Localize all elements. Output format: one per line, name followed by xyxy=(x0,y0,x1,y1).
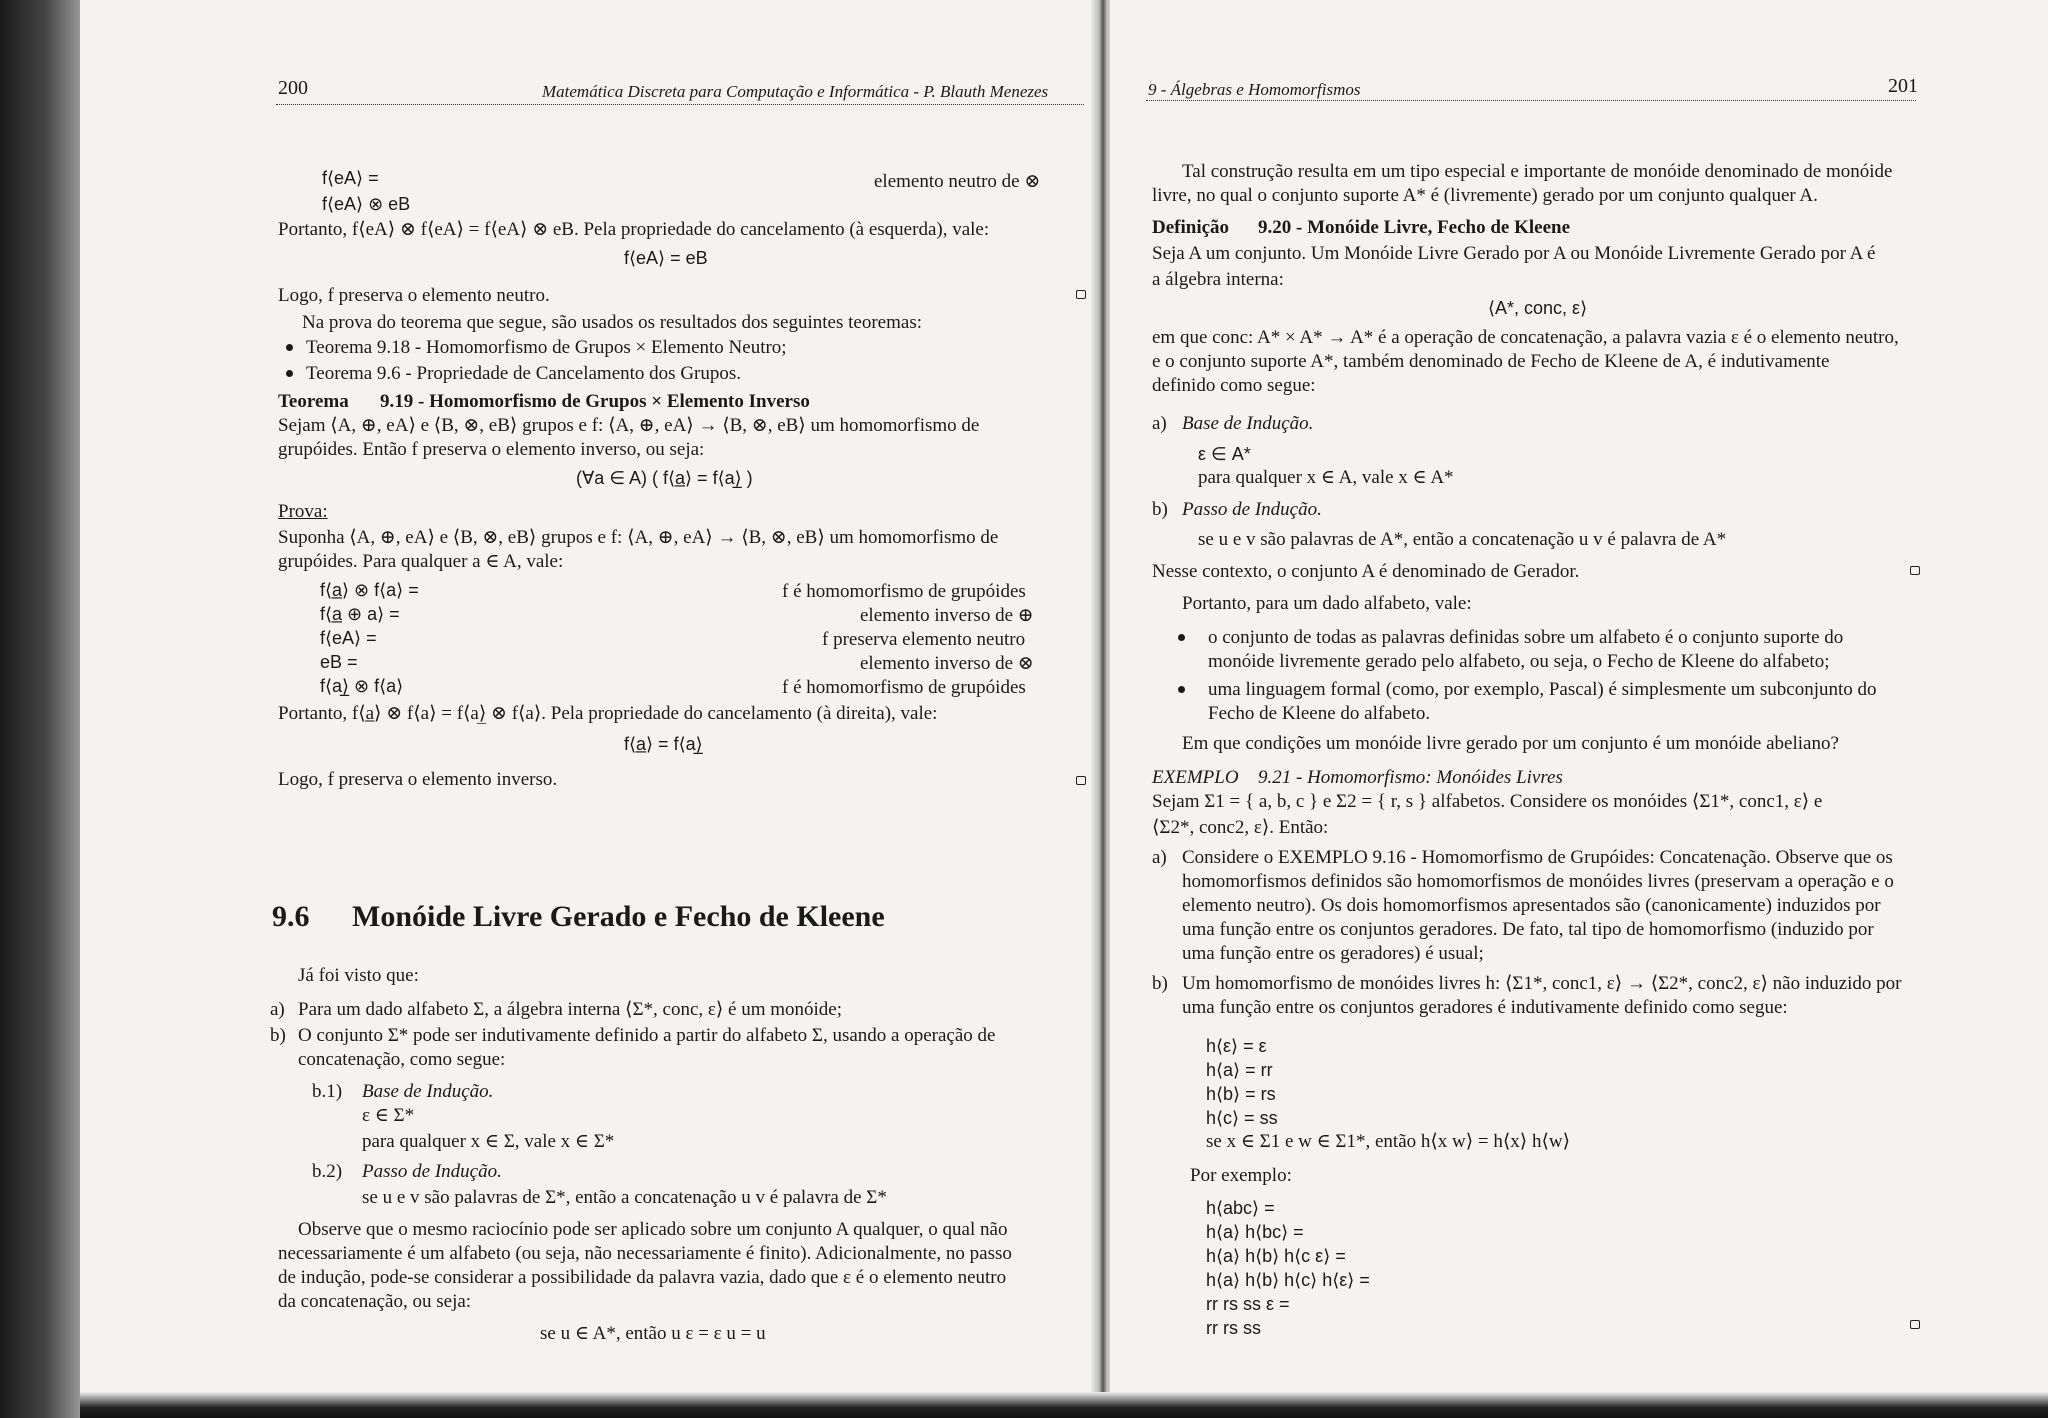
paragraph-line: definido como segue: xyxy=(1152,375,1316,396)
list-marker: b.2) xyxy=(312,1161,343,1182)
end-of-example-icon xyxy=(1910,1320,1920,1329)
list-item: Um homomorfismo de monóides livres h: ⟨Σ1*, conc1, ε⟩ → ⟨Σ2*, conc2, ε⟩ não induzido por xyxy=(1182,973,1902,994)
bullet-icon xyxy=(286,344,293,351)
centered-equation: f⟨eA⟩ = eB xyxy=(624,248,708,268)
right-page xyxy=(1110,0,2048,1418)
justification-text: elemento neutro de ⊗ xyxy=(874,171,1041,192)
example-title: 9.21 - Homomorfismo: Monóides Livres xyxy=(1258,767,1563,788)
equation-line: para qualquer x ∈ Σ, vale x ∈ Σ* xyxy=(362,1131,615,1152)
right-header-rule xyxy=(1146,100,1916,101)
equation-line: se u e v são palavras de Σ*, então a concatenação u v é palavra de Σ* xyxy=(362,1187,887,1208)
left-page-number: 200 xyxy=(278,77,308,99)
centered-equation: ⟨A*, conc, ε⟩ xyxy=(1488,298,1588,318)
list-item: concatenação, como segue: xyxy=(298,1049,506,1070)
paragraph-line: Por exemplo: xyxy=(1190,1165,1292,1186)
page-bottom-edge xyxy=(80,1392,2048,1418)
theorem-label: Teorema xyxy=(278,391,349,412)
paragraph-line: Suponha ⟨A, ⊕, eA⟩ e ⟨B, ⊗, eB⟩ grupos e f: ⟨A, ⊕, eA⟩ → ⟨B, ⊗, eB⟩ um homomorfismo de xyxy=(278,527,999,548)
list-item: homomorfismos definidos são homomorfismos de monóides livres (preservam a operação e o xyxy=(1182,871,1894,892)
list-item: O conjunto Σ* pode ser indutivamente definido a partir do alfabeto Σ, usando a operação de xyxy=(298,1025,996,1046)
list-item: Teorema 9.18 - Homomorfismo de Grupos × Elemento Neutro; xyxy=(306,337,787,358)
list-item: uma função entre os conjuntos geradores é indutivamente definido como segue: xyxy=(1182,997,1788,1018)
list-item: Considere o EXEMPLO 9.16 - Homomorfismo de Grupóides: Concatenação. Observe que os xyxy=(1182,847,1893,868)
list-item: uma função entre os geradores) é usual; xyxy=(1182,943,1484,964)
paragraph-line: Tal construção resulta em um tipo especial e importante de monóide denominado de monóide xyxy=(1182,161,1893,182)
end-of-definition-icon xyxy=(1910,566,1920,575)
paragraph-line: Logo, f preserva o elemento neutro. xyxy=(278,285,550,306)
equation-line: h⟨abc⟩ = xyxy=(1206,1198,1275,1218)
centered-equation: (∀a ∈ A) ( f⟨a̲⟩ = f⟨a⟩̲ ) xyxy=(576,468,753,488)
list-item: uma linguagem formal (como, por exemplo, Pascal) é simplesmente um subconjunto do xyxy=(1208,679,1877,700)
equation-line: h⟨a⟩ h⟨b⟩ h⟨c⟩ h⟨ε⟩ = xyxy=(1206,1270,1370,1290)
equation-line: rr rs ss ε = xyxy=(1206,1294,1290,1314)
equation-line: h⟨ε⟩ = ε xyxy=(1206,1036,1267,1056)
list-item: Para um dado alfabeto Σ, a álgebra interna ⟨Σ*, conc, ε⟩ é um monóide; xyxy=(298,999,843,1020)
definition-label: Definição xyxy=(1152,217,1230,238)
paragraph-line: grupóides. Para qualquer a ∈ A, vale: xyxy=(278,551,564,572)
list-item: elemento neutro). Os dois homomorfismos apresentados são (canonicamente) induzidos por xyxy=(1182,895,1881,916)
centered-equation: se u ∈ A*, então u ε = ε u = u xyxy=(540,1323,766,1344)
paragraph-line: Nesse contexto, o conjunto A é denominado de Gerador. xyxy=(1152,561,1580,582)
right-page-number: 201 xyxy=(1888,75,1918,97)
equation-line: ε ∈ Σ* xyxy=(362,1105,415,1126)
left-page xyxy=(80,0,1095,1418)
justification-text: elemento inverso de ⊗ xyxy=(860,653,1034,674)
list-marker: b.1) xyxy=(312,1081,343,1102)
paragraph-line: ⟨Σ2*, conc2, ε⟩. Então: xyxy=(1152,817,1329,838)
justification-text: f preserva elemento neutro xyxy=(822,629,1026,650)
end-of-proof-icon xyxy=(1076,290,1086,299)
left-running-title: Matemática Discreta para Computação e Informática - P. Blauth Menezes xyxy=(542,82,1049,101)
subheading: Passo de Indução. xyxy=(1182,499,1322,520)
list-marker: a) xyxy=(1152,847,1167,868)
equation-line: h⟨a⟩ h⟨bc⟩ = xyxy=(1206,1222,1304,1242)
equation-line: h⟨a⟩ = rr xyxy=(1206,1060,1273,1080)
list-marker: b) xyxy=(1152,499,1168,520)
paragraph-line: Já foi visto que: xyxy=(298,965,419,986)
subheading: Passo de Indução. xyxy=(362,1161,502,1182)
list-marker: b) xyxy=(1152,973,1168,994)
subheading: Base de Indução. xyxy=(1182,413,1314,434)
paragraph-line: Na prova do teorema que segue, são usados os resultados dos seguintes teoremas: xyxy=(302,312,922,333)
equation-line: f⟨eA⟩ = xyxy=(320,628,377,648)
equation-line: f⟨a̲ ⊕ a⟩ = xyxy=(320,604,400,624)
section-number: 9.6 xyxy=(272,900,310,933)
paragraph-line: de indução, pode-se considerar a possibilidade da palavra vazia, dado que ε é o elemento neutro xyxy=(278,1267,1007,1288)
paragraph-line: Sejam ⟨A, ⊕, eA⟩ e ⟨B, ⊗, eB⟩ grupos e f: ⟨A, ⊕, eA⟩ → ⟨B, ⊗, eB⟩ um homomorfismo de xyxy=(278,415,980,436)
paragraph-line: em que conc: A* × A* → A* é a operação de concatenação, a palavra vazia ε é o elemento neutro, xyxy=(1152,327,1899,348)
list-item: o conjunto de todas as palavras definidas sobre um alfabeto é o conjunto suporte do xyxy=(1208,627,1844,648)
justification-text: elemento inverso de ⊕ xyxy=(860,605,1034,626)
equation-line: para qualquer x ∈ A, vale x ∈ A* xyxy=(1198,467,1454,488)
paragraph-line: Logo, f preserva o elemento inverso. xyxy=(278,769,558,790)
list-item: Teorema 9.6 - Propriedade de Cancelamento dos Grupos. xyxy=(306,363,742,384)
right-running-title: 9 - Álgebras e Homomorfismos xyxy=(1148,80,1361,99)
proof-label: Prova: xyxy=(278,501,328,522)
equation-line: se x ∈ Σ1 e w ∈ Σ1*, então h⟨x w⟩ = h⟨x⟩ h⟨w⟩ xyxy=(1206,1131,1571,1152)
equation-line: f⟨eA⟩ ⊗ eB xyxy=(322,194,411,214)
paragraph-line: livre, no qual o conjunto suporte A* é (livremente) gerado por um conjunto qualquer A. xyxy=(1152,185,1818,206)
paragraph-line: da concatenação, ou seja: xyxy=(278,1291,472,1312)
equation-line: se u e v são palavras de A*, então a concatenação u v é palavra de A* xyxy=(1198,529,1727,550)
paragraph-line: e o conjunto suporte A*, também denominado de Fecho de Kleene de A, é indutivamente xyxy=(1152,351,1830,372)
list-marker: a) xyxy=(1152,413,1167,434)
equation-line: f⟨a⟩̲ ⊗ f⟨a⟩ xyxy=(320,676,404,696)
list-marker: b) xyxy=(270,1025,286,1046)
bullet-icon xyxy=(1178,686,1185,693)
equation-line: h⟨c⟩ = ss xyxy=(1206,1108,1278,1128)
paragraph-line: a álgebra interna: xyxy=(1152,269,1284,290)
equation-line: rr rs ss xyxy=(1206,1318,1261,1338)
bullet-icon xyxy=(286,370,293,377)
list-item: uma função entre os conjuntos geradores. De fato, tal tipo de homomorfismo (induzido por xyxy=(1182,919,1874,940)
section-title: Monóide Livre Gerado e Fecho de Kleene xyxy=(352,900,885,933)
equation-line: f⟨a̲⟩ ⊗ f⟨a⟩ = xyxy=(320,580,419,600)
equation-line: eB = xyxy=(320,652,358,672)
subheading: Base de Indução. xyxy=(362,1081,494,1102)
theorem-title: 9.19 - Homomorfismo de Grupos × Elemento Inverso xyxy=(380,391,810,412)
example-label: EXEMPLO xyxy=(1152,767,1239,788)
paragraph-line: Sejam Σ1 = { a, b, c } e Σ2 = { r, s } alfabetos. Considere os monóides ⟨Σ1*, conc1, ε⟩ e xyxy=(1152,791,1823,812)
paragraph-line: Portanto, f⟨a̲⟩ ⊗ f⟨a⟩ = f⟨a⟩̲ ⊗ f⟨a⟩. Pela propriedade do cancelamento (à direita), vale: xyxy=(278,703,938,724)
definition-title: 9.20 - Monóide Livre, Fecho de Kleene xyxy=(1258,217,1571,238)
bullet-icon xyxy=(1178,634,1185,641)
paragraph-line: Observe que o mesmo raciocínio pode ser aplicado sobre um conjunto A qualquer, o qual não xyxy=(298,1219,1008,1240)
equation-line: f⟨eA⟩ = xyxy=(322,168,379,188)
list-item: Fecho de Kleene do alfabeto. xyxy=(1208,703,1431,724)
paragraph-line: Seja A um conjunto. Um Monóide Livre Gerado por A ou Monóide Livremente Gerado por A é xyxy=(1152,243,1876,264)
equation-line: ε ∈ A* xyxy=(1198,444,1251,464)
paragraph-line: Portanto, f⟨eA⟩ ⊗ f⟨eA⟩ = f⟨eA⟩ ⊗ eB. Pela propriedade do cancelamento (à esquerda), vale: xyxy=(278,219,990,240)
left-header-rule xyxy=(276,104,1084,105)
justification-text: f é homomorfismo de grupóides xyxy=(782,677,1026,698)
list-item: monóide livremente gerado pelo alfabeto, ou seja, o Fecho de Kleene do alfabeto; xyxy=(1208,651,1830,672)
paragraph-line: Portanto, para um dado alfabeto, vale: xyxy=(1182,593,1472,614)
paragraph-line: Em que condições um monóide livre gerado por um conjunto é um monóide abeliano? xyxy=(1182,733,1839,754)
justification-text: f é homomorfismo de grupóides xyxy=(782,581,1026,602)
equation-line: h⟨a⟩ h⟨b⟩ h⟨c ε⟩ = xyxy=(1206,1246,1346,1266)
centered-equation: f⟨a̲⟩ = f⟨a⟩̲ xyxy=(624,734,703,754)
paragraph-line: grupóides. Então f preserva o elemento inverso, ou seja: xyxy=(278,439,705,460)
paragraph-line: necessariamente é um alfabeto (ou seja, não necessariamente é finito). Adicionalmente, no passo xyxy=(278,1243,1012,1264)
equation-line: h⟨b⟩ = rs xyxy=(1206,1084,1276,1104)
end-of-proof-icon xyxy=(1076,776,1086,785)
list-marker: a) xyxy=(270,999,285,1020)
